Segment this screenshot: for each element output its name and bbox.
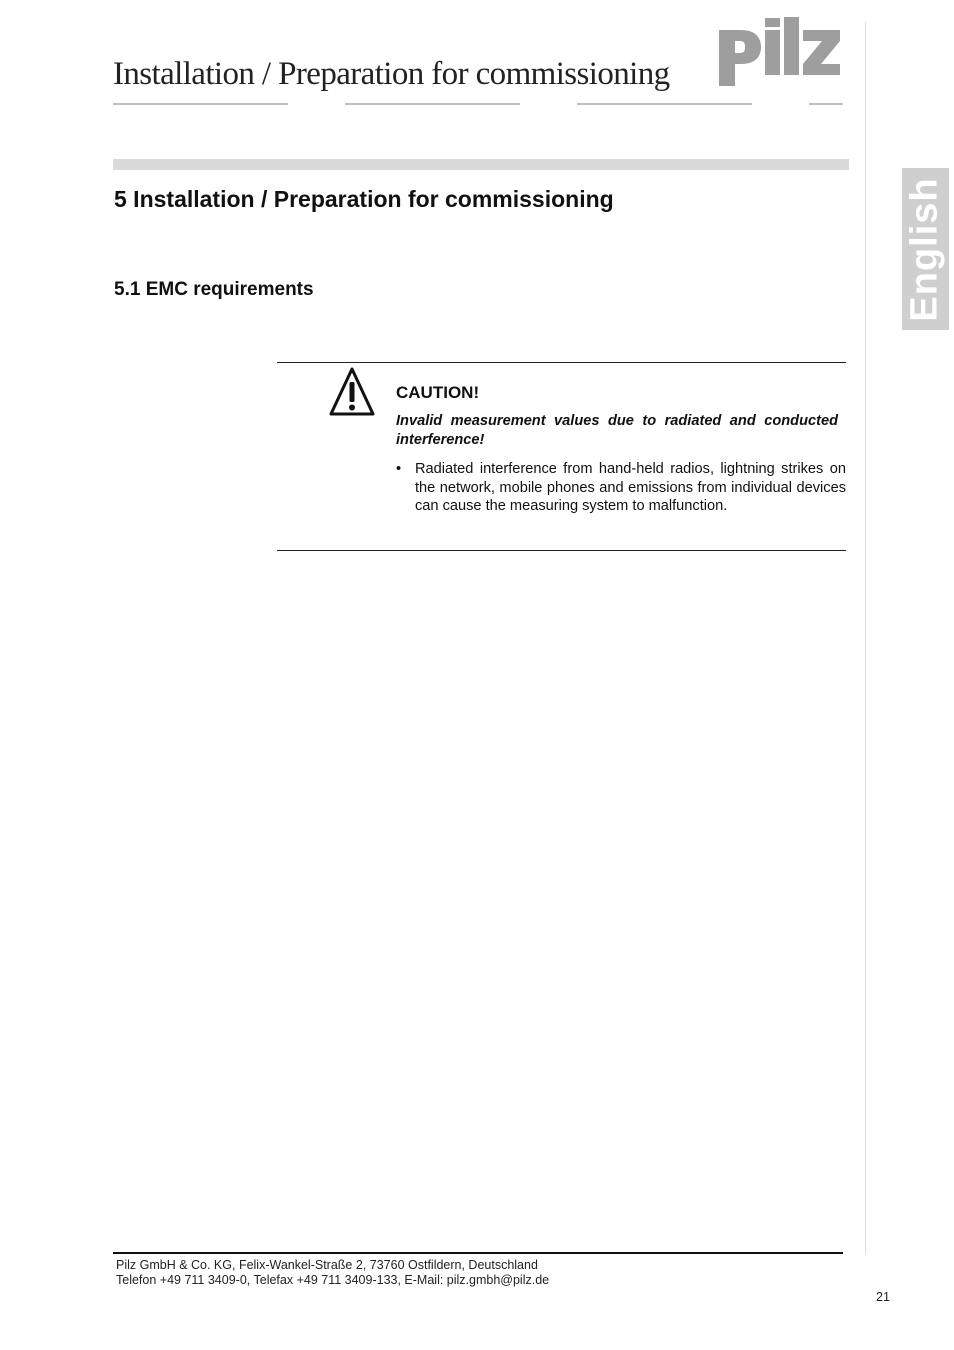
- caution-list: [396, 460, 846, 516]
- caution-label: CAUTION!: [396, 383, 480, 402]
- page-number: 21: [876, 1290, 890, 1304]
- header-title: Installation / Preparation for commissioning: [113, 56, 670, 92]
- pilz-logo: [717, 16, 842, 88]
- caution-box: [277, 362, 846, 551]
- header-rule: [113, 103, 843, 105]
- section-heading: 5 Installation / Preparation for commissioning: [114, 186, 614, 212]
- language-tab-label: English: [904, 176, 947, 322]
- language-tab: [902, 168, 949, 330]
- bullet-icon: •: [396, 461, 402, 477]
- footer-contact: Telefon +49 711 3409-0, Telefax +49 711 3409-133, E-Mail: pilz.gmbh@pilz.de: [116, 1273, 550, 1287]
- section-bar: [113, 159, 849, 170]
- footer-rule: [113, 1252, 843, 1254]
- margin-rule: [865, 22, 866, 1254]
- subsection-heading: 5.1 EMC requirements: [114, 279, 314, 300]
- list-item-text: Radiated interference from hand-held radios, lightning strikes on the network, mobile phones and emissions from individual devices can cause the measuring system to malfunction.: [415, 461, 846, 514]
- list-item: [396, 460, 846, 516]
- caution-subtitle: Invalid measurement values due to radiated and conducted interference!: [396, 413, 838, 448]
- footer-address: Pilz GmbH & Co. KG, Felix-Wankel-Straße 2, 73760 Ostfildern, Deutschland: [116, 1258, 538, 1272]
- warning-triangle-icon: [328, 365, 376, 417]
